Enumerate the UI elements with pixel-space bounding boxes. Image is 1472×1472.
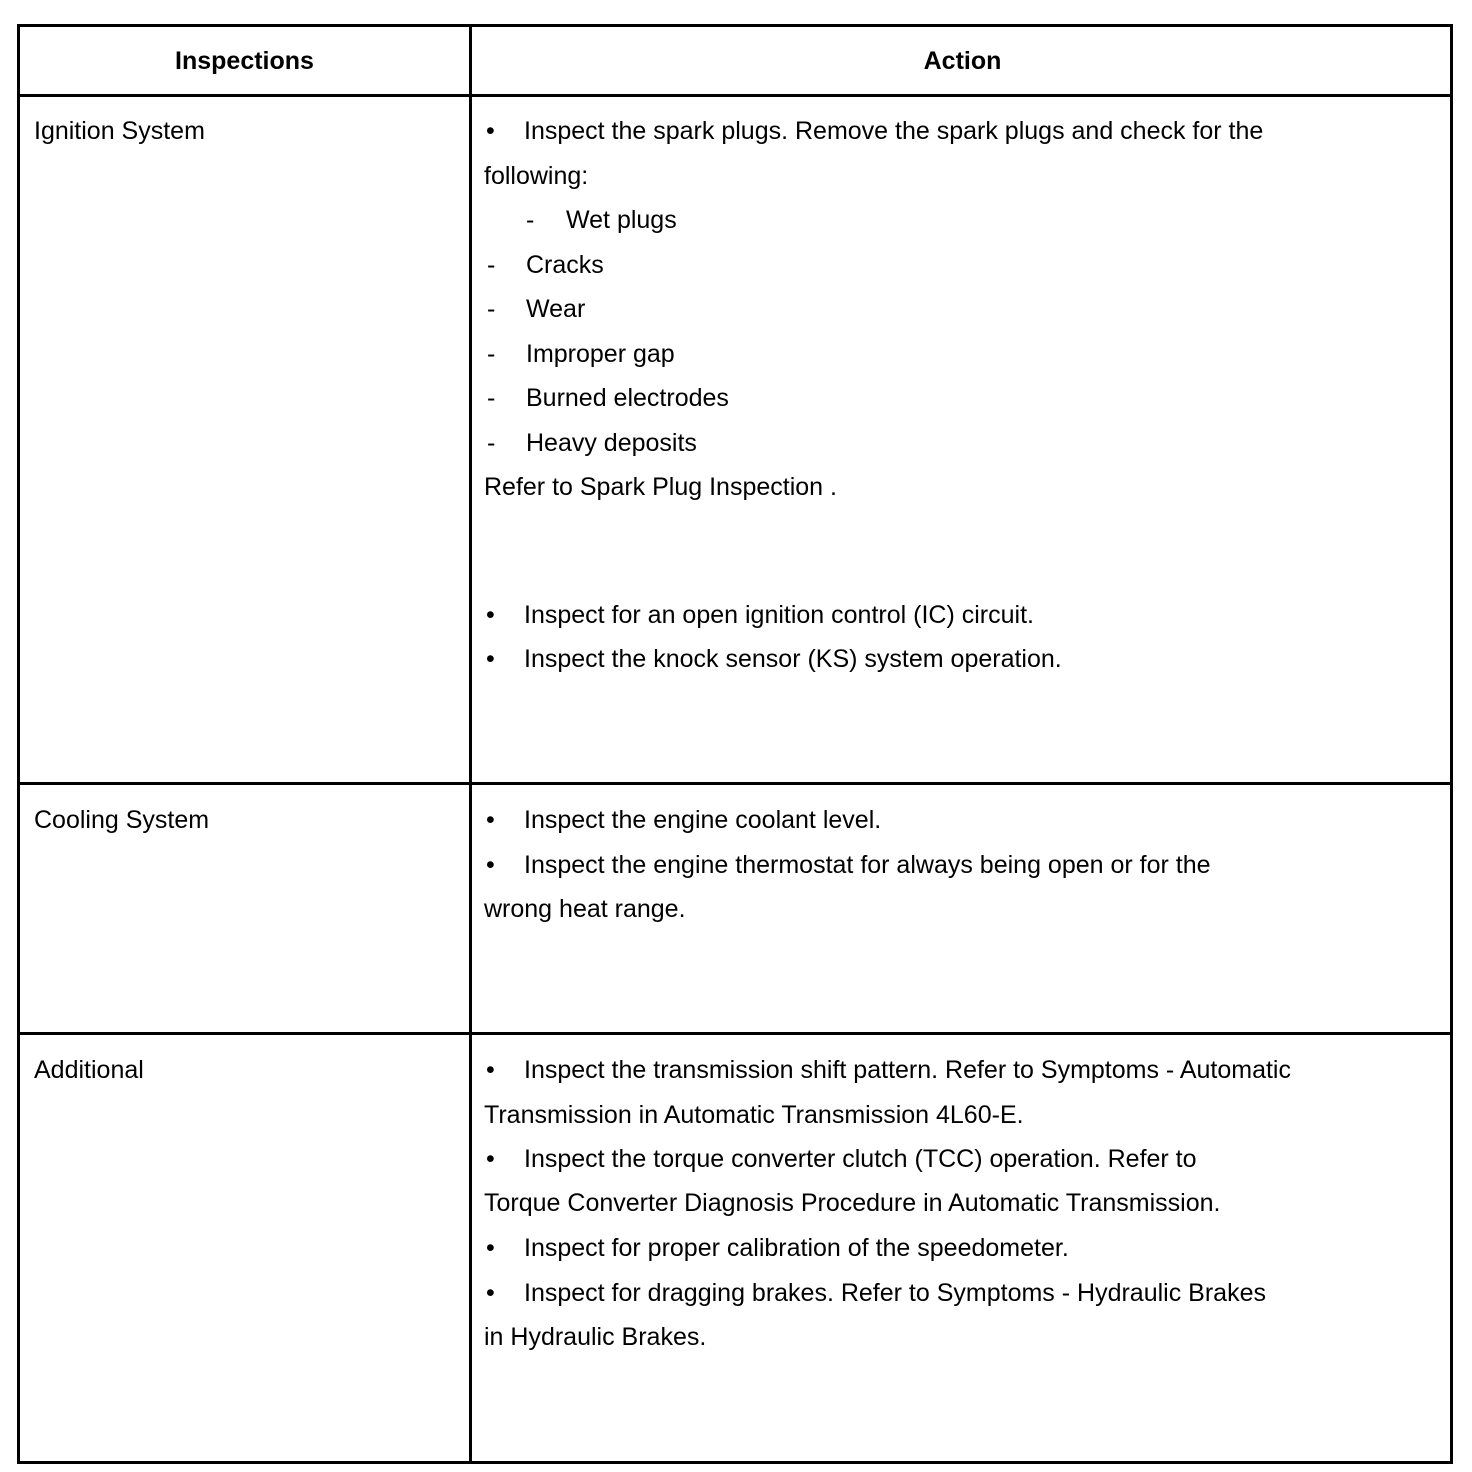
- header-action: Action: [923, 47, 1002, 75]
- sub-item: Improper gap: [526, 340, 675, 368]
- sub-item: Wet plugs: [566, 206, 677, 234]
- sub-item: Burned electrodes: [526, 384, 729, 412]
- bullet-icon: •: [486, 117, 495, 145]
- row-divider: [20, 782, 1450, 785]
- action-text: in Hydraulic Brakes.: [484, 1323, 707, 1351]
- action-text: Inspect the engine coolant level.: [524, 806, 882, 834]
- action-text: Inspect the spark plugs. Remove the spark plugs and check for the: [524, 117, 1264, 145]
- bullet-icon: •: [486, 1234, 495, 1262]
- sub-item: Cracks: [526, 251, 604, 279]
- inspection-ignition-system: Ignition System: [34, 117, 205, 145]
- bullet-icon: •: [486, 1279, 495, 1307]
- reference-text: Refer to Spark Plug Inspection .: [484, 473, 837, 501]
- action-text: Inspect for proper calibration of the speedometer.: [524, 1234, 1069, 1262]
- bullet-icon: •: [486, 1056, 495, 1084]
- action-text: Inspect the engine thermostat for always being open or for the: [524, 851, 1211, 879]
- column-divider: [469, 27, 472, 1461]
- action-text: Transmission in Automatic Transmission 4L60-E.: [484, 1101, 1024, 1129]
- bullet-icon: •: [486, 851, 495, 879]
- action-text: Inspect the transmission shift pattern. Refer to Symptoms - Automatic: [524, 1056, 1291, 1084]
- action-text: Inspect the torque converter clutch (TCC) operation. Refer to: [524, 1145, 1197, 1173]
- action-text: Torque Converter Diagnosis Procedure in Automatic Transmission.: [484, 1189, 1221, 1217]
- header-divider: [20, 94, 1450, 97]
- dash-icon: -: [487, 384, 496, 412]
- action-text: Inspect for an open ignition control (IC) circuit.: [524, 601, 1034, 629]
- action-text: following:: [484, 162, 589, 190]
- inspection-cooling-system: Cooling System: [34, 806, 210, 834]
- row-divider: [20, 1032, 1450, 1035]
- bullet-icon: •: [486, 645, 495, 673]
- dash-icon: -: [487, 295, 496, 323]
- bullet-icon: •: [486, 806, 495, 834]
- dash-icon: -: [487, 340, 496, 368]
- bullet-icon: •: [486, 1145, 495, 1173]
- action-text: Inspect the knock sensor (KS) system operation.: [524, 645, 1062, 673]
- sub-item: Wear: [526, 295, 586, 323]
- action-text: wrong heat range.: [484, 895, 686, 923]
- sub-item: Heavy deposits: [526, 429, 697, 457]
- dash-icon: -: [487, 251, 496, 279]
- dash-icon: -: [526, 206, 535, 234]
- inspection-additional: Additional: [34, 1056, 144, 1084]
- header-inspections: Inspections: [175, 47, 314, 75]
- action-text: Inspect for dragging brakes. Refer to Symptoms - Hydraulic Brakes: [524, 1279, 1266, 1307]
- dash-icon: -: [487, 429, 496, 457]
- bullet-icon: •: [486, 601, 495, 629]
